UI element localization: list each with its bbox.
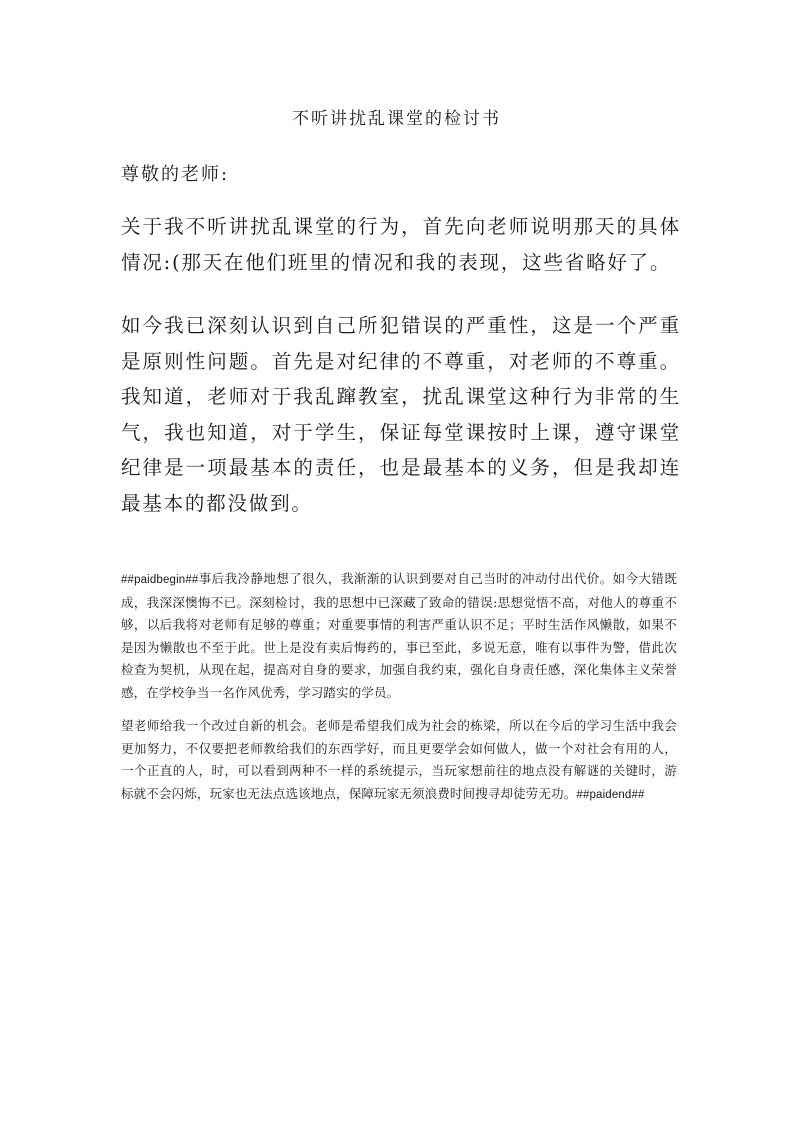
- document-title: 不听讲扰乱课堂的检讨书: [292, 109, 501, 129]
- paragraph-situation: 关于我不听讲扰乱课堂的行为，首先向老师说明那天的具体情况:(那天在他们班里的情况和我的表现，这些省略好了。: [121, 215, 681, 274]
- salutation: 尊敬的老师:: [121, 164, 230, 185]
- paragraph-recognition: 如今我已深刻认识到自己所犯错误的严重性，这是一个严重是原则性问题。首先是对纪律的不尊重，对老师的不尊重。我知道，老师对于我乱蹿教室，扰乱课堂这种行为非常的生气，我也知道，对于学生，保证每堂课按时上课，遵守课堂纪律是一项最基本的责任，也是最基本的义务，但是我却连最基本的都没做到。: [121, 314, 681, 515]
- paragraph-request-text: 望老师给我一个改过自新的机会。老师是希望我们成为社会的栋梁，所以在今后的学习生活中我会更加努力，不仅要把老师教给我们的东西学好，而且更要学会如何做人，做一个对社会有用的人，一个正直的人，时，可以看到两种不一样的系统提示，当玩家想前往的地点没有解谜的关键时，游标就不会闪烁，玩家也无法点选该地点，保障玩家无须浪费时间搜寻却徒劳无功。: [121, 718, 677, 801]
- paragraph-reflection-text: 事后我冷静地想了很久，我渐渐的认识到要对自己当时的冲动付出代价。如今大错既成，我深深懊悔不已。深刻检讨，我的思想中已深藏了致命的错误:思想觉悟不高，对他人的尊重不够，以后我将对老师有足够的尊重；对重要事情的利害严重认识不足；平时生活作风懒散，如果不是因为懒散也不至于此。世上是没有卖后悔药的，事已至此，多说无意，唯有以事件为警，借此次检查为契机，从现在起，提高对自身的要求，加强自我约束，强化自身责任感，深化集体主义荣誉感，在学校争当一名作风优秀，学习踏实的学员。: [121, 571, 677, 700]
- paragraph-reflection: [121, 568, 677, 704]
- paid-end-marker: ##paidend##: [576, 788, 645, 801]
- paid-begin-marker: ##paidbegin##: [121, 574, 199, 586]
- paragraph-request: [121, 715, 677, 806]
